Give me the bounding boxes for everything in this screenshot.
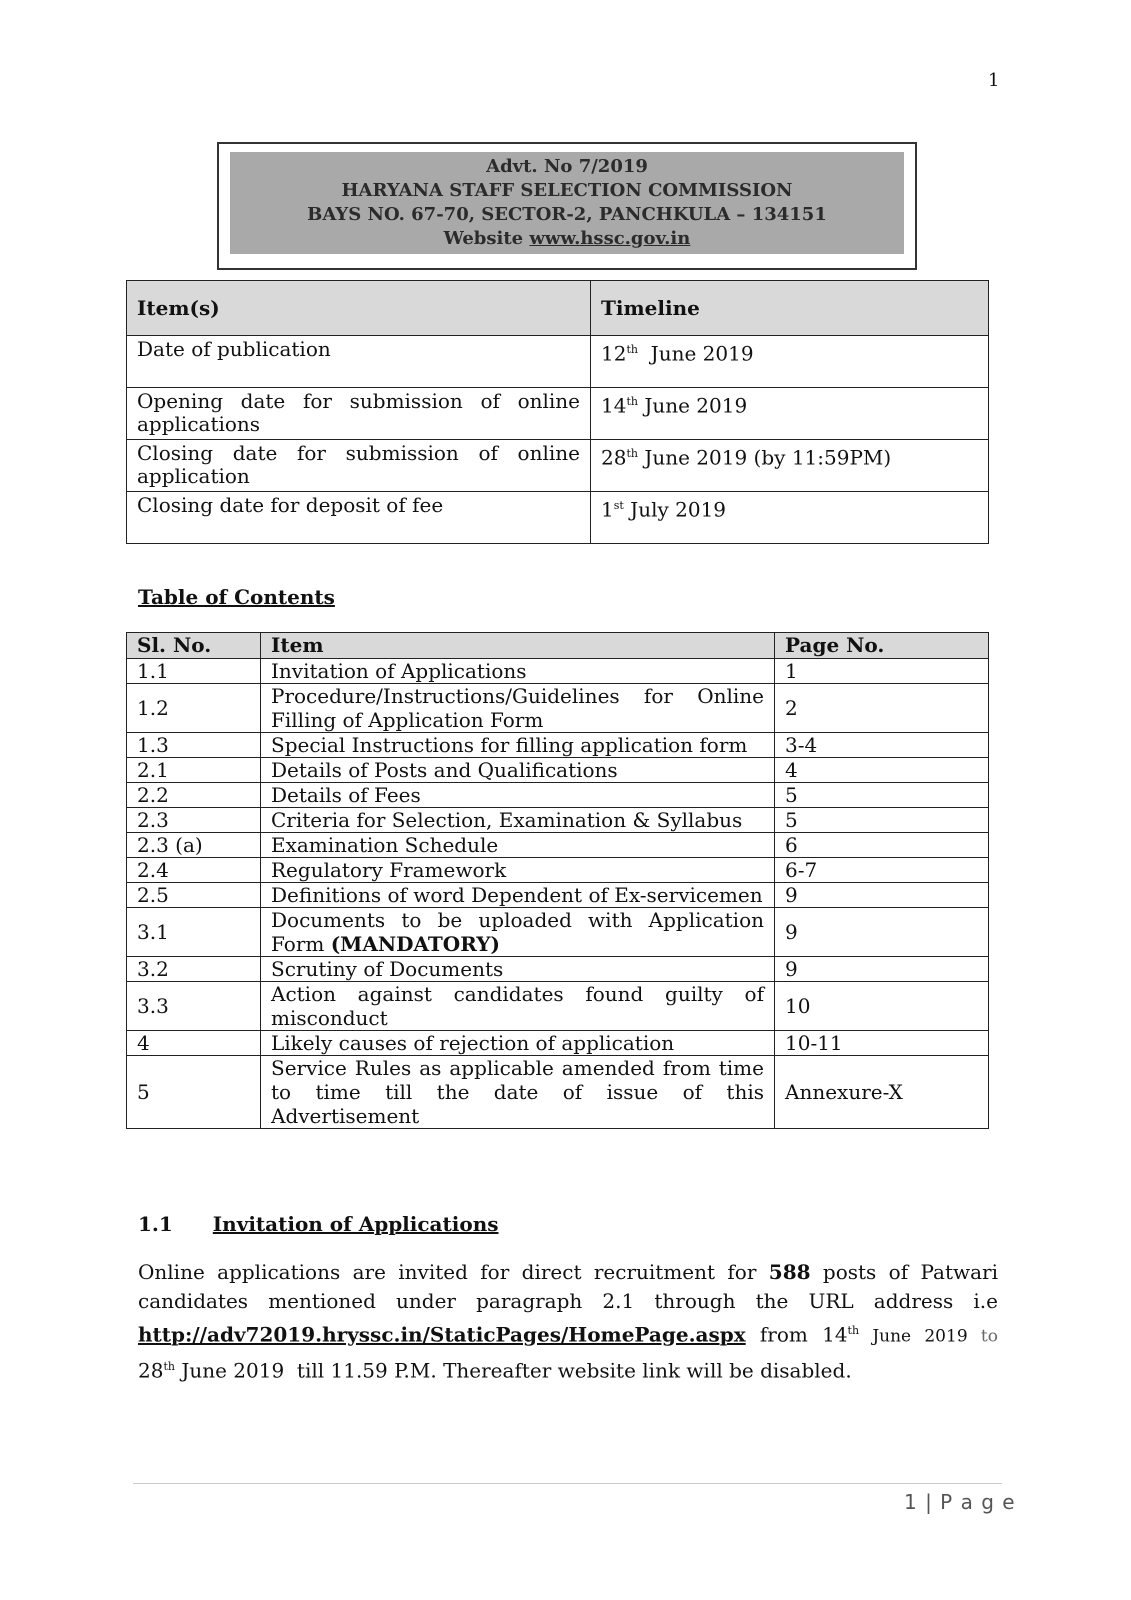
toc-page: 3-4 xyxy=(775,733,989,758)
table-row xyxy=(127,957,989,982)
toc-sl: 1.2 xyxy=(127,684,261,733)
top-page-number: 1 xyxy=(988,70,1000,91)
toc-page: 9 xyxy=(775,908,989,957)
commission-address: BAYS NO. 67-70, SECTOR-2, PANCHKULA – 134151 xyxy=(307,204,827,225)
toc-header-row xyxy=(127,633,989,659)
para-text: to xyxy=(967,1326,998,1347)
toc-sl: 3.2 xyxy=(127,957,261,982)
para-text: June 2019 xyxy=(859,1326,968,1347)
advt-number: Advt. No 7/2019 xyxy=(486,156,648,177)
table-row xyxy=(127,908,989,957)
toc-item: Procedure/Instructions/Guidelines for Online Filling of Application Form xyxy=(261,684,775,733)
table-row xyxy=(127,783,989,808)
toc-page: 1 xyxy=(775,659,989,684)
date-day: 14 xyxy=(601,393,627,418)
section-heading xyxy=(138,1212,499,1236)
table-row xyxy=(127,1056,989,1129)
date-suffix: th xyxy=(626,343,638,356)
table-row xyxy=(127,982,989,1031)
toc-title: Table of Contents xyxy=(138,585,335,609)
toc-page: Annexure-X xyxy=(775,1056,989,1129)
timeline-item: Closing date for submission of online application xyxy=(127,440,591,492)
toc-sl: 3.3 xyxy=(127,982,261,1031)
toc-sl: 2.2 xyxy=(127,783,261,808)
date-rest: June 2019 xyxy=(637,393,748,418)
date-suffix: th xyxy=(847,1324,860,1337)
toc-item: Definitions of word Dependent of Ex-servicemen xyxy=(261,883,775,908)
toc-sl: 1.3 xyxy=(127,733,261,758)
invitation-paragraph xyxy=(138,1258,998,1385)
toc-page: 10-11 xyxy=(775,1031,989,1056)
toc-page: 10 xyxy=(775,982,989,1031)
toc-page: 2 xyxy=(775,684,989,733)
timeline-header-row xyxy=(127,281,989,336)
toc-item: Scrutiny of Documents xyxy=(261,957,775,982)
table-row xyxy=(127,388,989,440)
toc-sl: 2.3 xyxy=(127,808,261,833)
toc-col-page: Page No. xyxy=(775,633,989,659)
toc-page: 5 xyxy=(775,808,989,833)
toc-item: Special Instructions for filling application form xyxy=(261,733,775,758)
section-number: 1.1 xyxy=(138,1212,173,1236)
header-shaded-panel xyxy=(230,152,904,254)
table-row xyxy=(127,492,989,544)
timeline-date xyxy=(591,492,989,544)
date-day: 1 xyxy=(601,497,614,522)
toc-table xyxy=(126,632,989,1129)
date-suffix: th xyxy=(626,395,638,408)
table-row xyxy=(127,684,989,733)
footer-divider xyxy=(133,1483,1002,1484)
toc-item-text: Documents to be uploaded with Application Form xyxy=(271,908,764,956)
toc-item: Service Rules as applicable amended from time to time till the date of issue of this Advertisement xyxy=(261,1056,775,1129)
table-row xyxy=(127,833,989,858)
date-day: 12 xyxy=(601,341,627,366)
timeline-table xyxy=(126,280,989,544)
timeline-col-item: Item(s) xyxy=(127,281,591,336)
para-text: June 2019 till 11.59 P.M. Thereafter website link will be disabled. xyxy=(174,1358,852,1383)
toc-page: 9 xyxy=(775,957,989,982)
toc-item: Details of Posts and Qualifications xyxy=(261,758,775,783)
section-title: Invitation of Applications xyxy=(212,1212,499,1236)
toc-sl: 1.1 xyxy=(127,659,261,684)
toc-sl: 2.3 (a) xyxy=(127,833,261,858)
date-suffix: st xyxy=(613,499,624,512)
timeline-date xyxy=(591,336,989,388)
toc-col-item: Item xyxy=(261,633,775,659)
toc-item: Action against candidates found guilty of misconduct xyxy=(261,982,775,1031)
website-label: Website xyxy=(443,228,530,249)
para-text: from 14 xyxy=(745,1322,848,1347)
timeline-item: Date of publication xyxy=(127,336,591,388)
date-rest: June 2019 xyxy=(637,341,754,366)
posts-count: 588 xyxy=(768,1260,811,1284)
toc-page: 4 xyxy=(775,758,989,783)
toc-item xyxy=(261,908,775,957)
toc-page: 5 xyxy=(775,783,989,808)
date-suffix: th xyxy=(626,447,638,460)
timeline-item: Opening date for submission of online applications xyxy=(127,388,591,440)
table-row xyxy=(127,883,989,908)
website-link[interactable]: www.hssc.gov.in xyxy=(529,228,691,249)
footer-page-number: 1 | P a g e xyxy=(904,1490,1016,1514)
toc-item: Details of Fees xyxy=(261,783,775,808)
toc-page: 6 xyxy=(775,833,989,858)
toc-sl: 3.1 xyxy=(127,908,261,957)
date-day: 28 xyxy=(601,445,627,470)
timeline-date xyxy=(591,440,989,492)
para-text: posts of Patwari candidates mentioned under paragraph 2.1 through the URL address i.e xyxy=(138,1260,998,1313)
website-line xyxy=(230,227,904,251)
timeline-col-timeline: Timeline xyxy=(591,281,989,336)
toc-page: 6-7 xyxy=(775,858,989,883)
date-rest: July 2019 xyxy=(623,497,727,522)
toc-page: 9 xyxy=(775,883,989,908)
advertisement-header-box xyxy=(217,142,917,270)
table-row xyxy=(127,440,989,492)
toc-sl: 2.4 xyxy=(127,858,261,883)
toc-sl: 2.5 xyxy=(127,883,261,908)
para-text: Online applications are invited for direct recruitment for xyxy=(138,1260,769,1284)
timeline-date xyxy=(591,388,989,440)
table-row xyxy=(127,758,989,783)
table-row xyxy=(127,659,989,684)
timeline-item: Closing date for deposit of fee xyxy=(127,492,591,544)
toc-item: Regulatory Framework xyxy=(261,858,775,883)
table-row xyxy=(127,733,989,758)
toc-item-bold: (MANDATORY) xyxy=(330,932,500,956)
toc-sl: 2.1 xyxy=(127,758,261,783)
toc-col-sl: Sl. No. xyxy=(127,633,261,659)
toc-sl: 4 xyxy=(127,1031,261,1056)
commission-name: HARYANA STAFF SELECTION COMMISSION xyxy=(341,180,793,201)
table-row xyxy=(127,336,989,388)
toc-item: Examination Schedule xyxy=(261,833,775,858)
toc-item: Invitation of Applications xyxy=(261,659,775,684)
table-row xyxy=(127,808,989,833)
para-text: 28 xyxy=(138,1358,164,1383)
toc-item: Likely causes of rejection of application xyxy=(261,1031,775,1056)
date-suffix: th xyxy=(163,1359,175,1373)
application-url-link[interactable]: http://adv72019.hryssc.in/StaticPages/HomePage.aspx xyxy=(138,1322,746,1347)
toc-sl: 5 xyxy=(127,1056,261,1129)
table-row xyxy=(127,858,989,883)
toc-item: Criteria for Selection, Examination & Syllabus xyxy=(261,808,775,833)
date-rest: June 2019 (by 11:59PM) xyxy=(637,445,892,470)
table-row xyxy=(127,1031,989,1056)
